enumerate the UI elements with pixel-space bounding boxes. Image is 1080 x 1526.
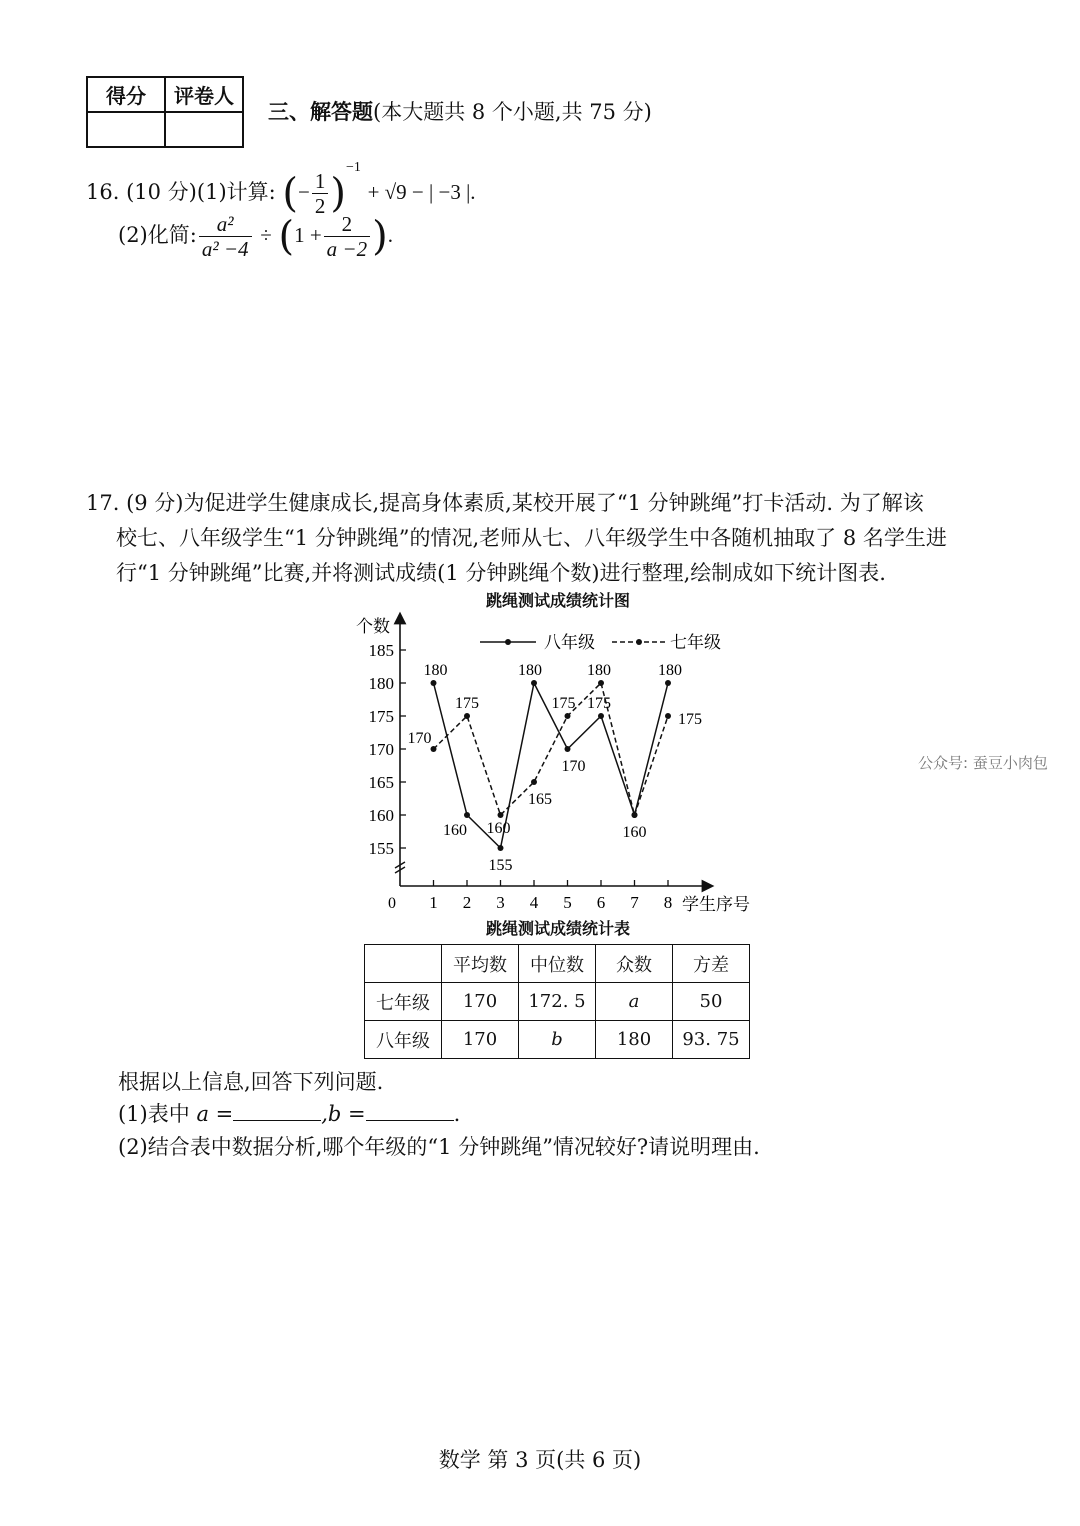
x-tick-label: 2: [462, 893, 472, 912]
table-row: [365, 1021, 750, 1059]
fraction-numerator: 2: [324, 212, 370, 237]
data-point: [531, 779, 537, 785]
table-cell: 93. 75: [673, 1021, 750, 1059]
table-title: 跳绳测试成绩统计表: [485, 919, 630, 938]
data-point: [665, 680, 671, 686]
q17-question-intro: 根据以上信息,回答下列问题.: [118, 1070, 384, 1094]
section-note: (本大题共 8 个小题,共 75 分): [373, 100, 652, 124]
q16-inner-fraction: [324, 212, 370, 261]
watermark: 公众号: 蚕豆小肉包: [918, 754, 1048, 772]
q16-points: (10 分): [126, 180, 197, 204]
fraction-numerator: a²: [199, 212, 252, 237]
grader-cell[interactable]: [165, 112, 243, 147]
page-footer: 数学 第 3 页(共 6 页): [438, 1448, 642, 1472]
data-label: 155: [488, 857, 513, 874]
table-row: [365, 983, 750, 1021]
section-title: 三、解答题: [268, 100, 373, 124]
origin-label: 0: [388, 895, 396, 912]
q16-number: 16.: [86, 180, 120, 204]
data-label: 180: [587, 662, 611, 679]
q16-part2-label: (2)化简:: [118, 223, 197, 247]
q17-q1-label: (1)表中: [118, 1102, 190, 1126]
x-tick-label: 7: [630, 893, 639, 912]
data-label: 180: [423, 662, 448, 679]
x-tick-label: 3: [496, 893, 505, 912]
data-point: [431, 680, 437, 686]
data-label: 175: [678, 711, 702, 728]
x-tick-label: 8: [663, 893, 673, 912]
data-point: [464, 812, 470, 818]
x-tick-label: 1: [429, 893, 438, 912]
chart-title: 跳绳测试成绩统计图: [485, 591, 630, 610]
data-point: [598, 680, 604, 686]
stats-table: [364, 944, 750, 1059]
q16-part1: 16. (10 分)(1)计算: (− $\frac{1}{2}$ )$^{-1}$ + √9 − | −3 |.: [86, 160, 476, 218]
table-cell: b: [519, 1021, 596, 1059]
y-axis-label: 个数: [356, 617, 390, 636]
y-tick-label: 160: [368, 806, 394, 825]
q16-part2: (2)化简: $\frac{\text{a²}}{\text{a² −4}}$ ÷ (1 + $\frac{2}{a -2}$ ).: [118, 212, 393, 261]
data-point: [665, 713, 671, 719]
q17-q1-b: ,b =: [321, 1102, 366, 1126]
table-header-cell: [365, 945, 442, 983]
q17-q2: (2)结合表中数据分析,哪个年级的“1 分钟跳绳”情况较好?请说明理由.: [118, 1135, 760, 1159]
data-point: [565, 746, 571, 752]
x-axis-label: 学生序号: [682, 895, 750, 912]
fraction-denominator: 2: [314, 194, 326, 218]
exponent: −1: [345, 160, 361, 175]
data-point: [531, 680, 537, 686]
data-label: 160: [443, 822, 467, 839]
table-cell: 50: [673, 983, 750, 1021]
answer-blank-b[interactable]: [366, 1100, 454, 1121]
table-header-cell: 平均数: [442, 945, 519, 983]
score-box: [86, 76, 244, 148]
data-label: 160: [486, 820, 511, 837]
y-tick-label: 165: [368, 773, 394, 792]
data-label: 180: [658, 662, 682, 679]
table-cell: 七年级: [365, 983, 442, 1021]
x-tick-label: 5: [563, 893, 572, 912]
q17-line1: 17. (9 分)为促进学生健康成长,提高身体素质,某校开展了“1 分钟跳绳”打卡活动. 为了解该: [86, 491, 924, 515]
data-label: 180: [518, 662, 542, 679]
legend-marker-grade8: [505, 639, 511, 645]
grader-label: 评卷人: [165, 77, 243, 112]
fraction-numerator: 1: [312, 169, 329, 194]
q16-fraction: [312, 169, 329, 218]
q16-part1-rest: + √9 − | −3 |.: [367, 180, 476, 204]
q17-q1: [118, 1098, 460, 1128]
data-point: [565, 713, 571, 719]
divide-sign: ÷: [260, 223, 272, 247]
data-point: [498, 812, 504, 818]
y-tick-label: 170: [368, 740, 394, 759]
data-label: 175: [551, 695, 576, 712]
y-tick-label: 185: [368, 641, 394, 660]
table-cell: 172. 5: [519, 983, 596, 1021]
data-point: [598, 713, 604, 719]
table-header-cell: 众数: [596, 945, 673, 983]
data-point: [464, 713, 470, 719]
q16-part1-label: (1)计算:: [196, 180, 276, 204]
one-plus: 1 +: [294, 223, 322, 247]
data-label: 170: [561, 758, 586, 775]
x-tick-label: 4: [529, 893, 539, 912]
section-heading: [268, 96, 652, 126]
table-cell: 170: [442, 983, 519, 1021]
score-label: 得分: [87, 77, 165, 112]
q17-line3: 行“1 分钟跳绳”比赛,并将测试成绩(1 分钟跳绳个数)进行整理,绘制成如下统计图表.: [116, 561, 886, 585]
q16-part2-fraction: [199, 212, 252, 261]
score-cell[interactable]: [87, 112, 165, 147]
q17-line2: 校七、八年级学生“1 分钟跳绳”的情况,老师从七、八年级学生中各随机抽取了 8 名学生进: [116, 526, 947, 550]
table-header-cell: 方差: [673, 945, 750, 983]
data-label: 165: [528, 791, 552, 808]
data-label: 175: [587, 695, 611, 712]
data-label: 160: [622, 824, 647, 841]
table-cell: 170: [442, 1021, 519, 1059]
line-chart: [340, 606, 780, 912]
table-header-cell: 中位数: [519, 945, 596, 983]
legend-marker-grade7: [636, 639, 642, 645]
data-point: [632, 812, 638, 818]
table-header-row: [365, 945, 750, 983]
q17-q1-a: a =: [196, 1102, 234, 1126]
legend-label-grade8: 八年级: [544, 633, 595, 652]
q17-stem: [86, 486, 1006, 591]
fraction-denominator: a −2: [326, 237, 368, 261]
data-label: 175: [455, 695, 479, 712]
table-cell: 八年级: [365, 1021, 442, 1059]
q17-q1-end: .: [453, 1102, 461, 1126]
y-tick-label: 175: [368, 707, 394, 726]
data-point: [498, 845, 504, 851]
fraction-denominator: a² −4: [201, 237, 249, 261]
y-tick-label: 180: [368, 674, 394, 693]
y-tick-label: 155: [368, 839, 394, 858]
x-tick-label: 6: [596, 893, 606, 912]
answer-blank-a[interactable]: [233, 1100, 321, 1121]
legend-label-grade7: 七年级: [670, 633, 721, 652]
data-label: 170: [407, 730, 432, 747]
table-cell: 180: [596, 1021, 673, 1059]
table-cell: a: [596, 983, 673, 1021]
